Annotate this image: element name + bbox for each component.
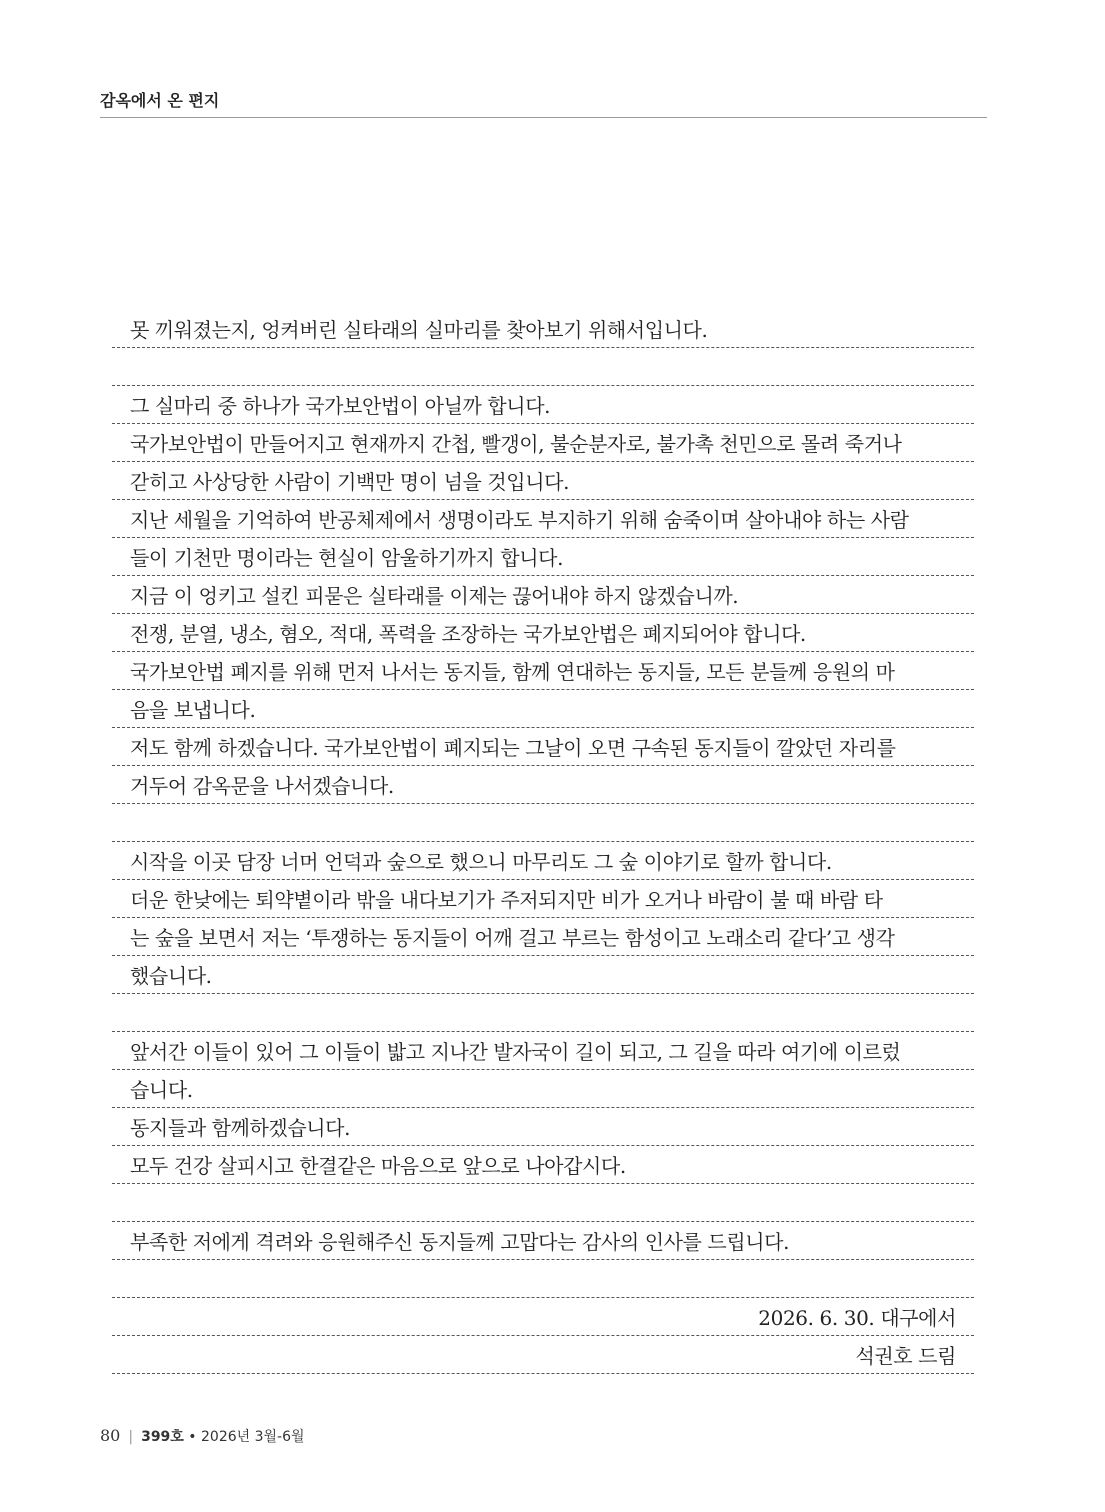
page-footer [100, 1426, 305, 1446]
letter-line: 국가보안법 폐지를 위해 먼저 나서는 동지들, 함께 연대하는 동지들, 모든 분들께 응원의 마 [112, 652, 974, 690]
blank-line [112, 1260, 974, 1298]
letter-line: 앞서간 이들이 있어 그 이들이 밟고 지나간 발자국이 길이 되고, 그 길을 따라 여기에 이르렀 [112, 1032, 974, 1070]
letter-line: 그 실마리 중 하나가 국가보안법이 아닐까 합니다. [112, 386, 974, 424]
letter-line: 전쟁, 분열, 냉소, 혐오, 적대, 폭력을 조장하는 국가보안법은 폐지되어야 합니다. [112, 614, 974, 652]
letter-line: 더운 한낮에는 퇴약볕이라 밖을 내다보기가 주저되지만 비가 오거나 바람이 불 때 바람 타 [112, 880, 974, 918]
letter-line: 시작을 이곳 담장 너머 언덕과 숲으로 했으니 마무리도 그 숲 이야기로 할까 합니다. [112, 842, 974, 880]
issue-date-range: 2026년 3월-6월 [201, 1429, 305, 1445]
letter-line: 음을 보냅니다. [112, 690, 974, 728]
issue-number: 399호 [141, 1429, 184, 1445]
letter-line: 들이 기천만 명이라는 현실이 암울하기까지 합니다. [112, 538, 974, 576]
letter-line: 갇히고 사상당한 사람이 기백만 명이 넘을 것입니다. [112, 462, 974, 500]
letter-line: 저도 함께 하겠습니다. 국가보안법이 폐지되는 그날이 오면 구속된 동지들이 깔았던 자리를 [112, 728, 974, 766]
letter-body [112, 310, 974, 1374]
blank-line [112, 994, 974, 1032]
letter-line: 석권호 드림 [112, 1336, 974, 1374]
letter-line: 동지들과 함께하겠습니다. [112, 1108, 974, 1146]
letter-line: 거두어 감옥문을 나서겠습니다. [112, 766, 974, 804]
footer-bullet: • [188, 1429, 197, 1445]
letter-line: 습니다. [112, 1070, 974, 1108]
letter-line: 지난 세월을 기억하여 반공체제에서 생명이라도 부지하기 위해 숨죽이며 살아내야 하는 사람 [112, 500, 974, 538]
letter-line: 는 숲을 보면서 저는 ‘투쟁하는 동지들이 어깨 걸고 부르는 함성이고 노래소리 같다’고 생각 [112, 918, 974, 956]
letter-line: 못 끼워졌는지, 엉켜버린 실타래의 실마리를 찾아보기 위해서입니다. [112, 310, 974, 348]
page-number: 80 [100, 1426, 121, 1445]
letter-line: 지금 이 엉키고 설킨 피묻은 실타래를 이제는 끊어내야 하지 않겠습니까. [112, 576, 974, 614]
letter-line: 모두 건강 살피시고 한결같은 마음으로 앞으로 나아갑시다. [112, 1146, 974, 1184]
letter-line: 2026. 6. 30. 대구에서 [112, 1298, 974, 1336]
letter-line: 부족한 저에게 격려와 응원해주신 동지들께 고맙다는 감사의 인사를 드립니다. [112, 1222, 974, 1260]
letter-line: 했습니다. [112, 956, 974, 994]
running-header [100, 88, 987, 118]
blank-line [112, 1184, 974, 1222]
blank-line [112, 348, 974, 386]
footer-separator: | [128, 1429, 134, 1445]
section-title: 감옥에서 온 편지 [100, 91, 220, 110]
blank-line [112, 804, 974, 842]
letter-line: 국가보안법이 만들어지고 현재까지 간첩, 빨갱이, 불순분자로, 불가촉 천민으로 몰려 죽거나 [112, 424, 974, 462]
